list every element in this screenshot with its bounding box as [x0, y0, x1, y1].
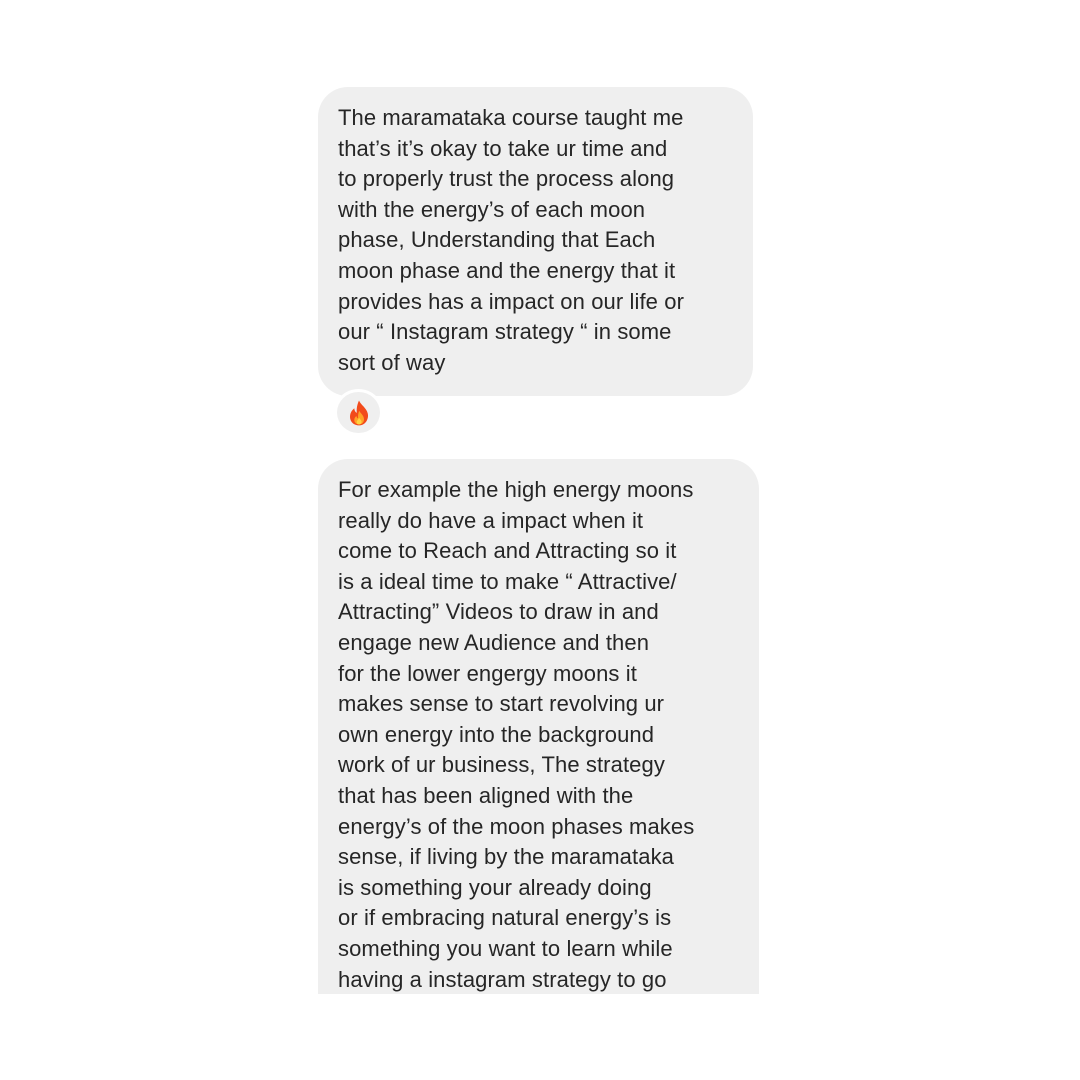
message-line: that has been aligned with the [338, 782, 634, 808]
fire-icon [346, 399, 372, 427]
message-line: something you want to learn while [338, 935, 673, 961]
message-line: makes sense to start revolving ur [338, 691, 665, 717]
message-line: our “ Instagram strategy “ in some [338, 319, 672, 345]
message-line: is something your already doing [338, 874, 652, 900]
message-line: with the energy’s of each moon [338, 196, 646, 222]
message-line: or if embracing natural energy’s is [338, 905, 672, 931]
message-line: Attracting” Videos to draw in and [338, 599, 659, 625]
message-line: The maramataka course taught me [338, 105, 684, 130]
message-line: having a instagram strategy to go [338, 966, 667, 992]
message-line: is a ideal time to make “ Attractive/ [338, 568, 677, 594]
message-line: moon phase and the energy that it [338, 257, 676, 283]
message-line: phase, Understanding that Each [338, 227, 656, 253]
fire-reaction[interactable] [334, 389, 383, 436]
message-line: own energy into the background [338, 721, 655, 747]
message-bubble[interactable] [318, 459, 759, 994]
message-line: engage new Audience and then [338, 629, 650, 655]
message-line: energy’s of the moon phases makes [338, 813, 695, 839]
message-line: really do have a impact when it [338, 507, 644, 533]
message-line: for the lower engergy moons it [338, 660, 637, 686]
message-line: provides has a impact on our life or [338, 288, 684, 314]
message-line: sense, if living by the maramataka [338, 844, 674, 870]
message-line: sort of way [338, 349, 446, 375]
message-line: For example the high energy moons [338, 477, 694, 502]
message-line: come to Reach and Attracting so it [338, 538, 677, 564]
message-line: that’s it’s okay to take ur time and [338, 135, 668, 161]
message-line: work of ur business, The strategy [338, 752, 665, 778]
message-bubble[interactable] [318, 87, 753, 396]
message-line: to properly trust the process along [338, 166, 675, 192]
